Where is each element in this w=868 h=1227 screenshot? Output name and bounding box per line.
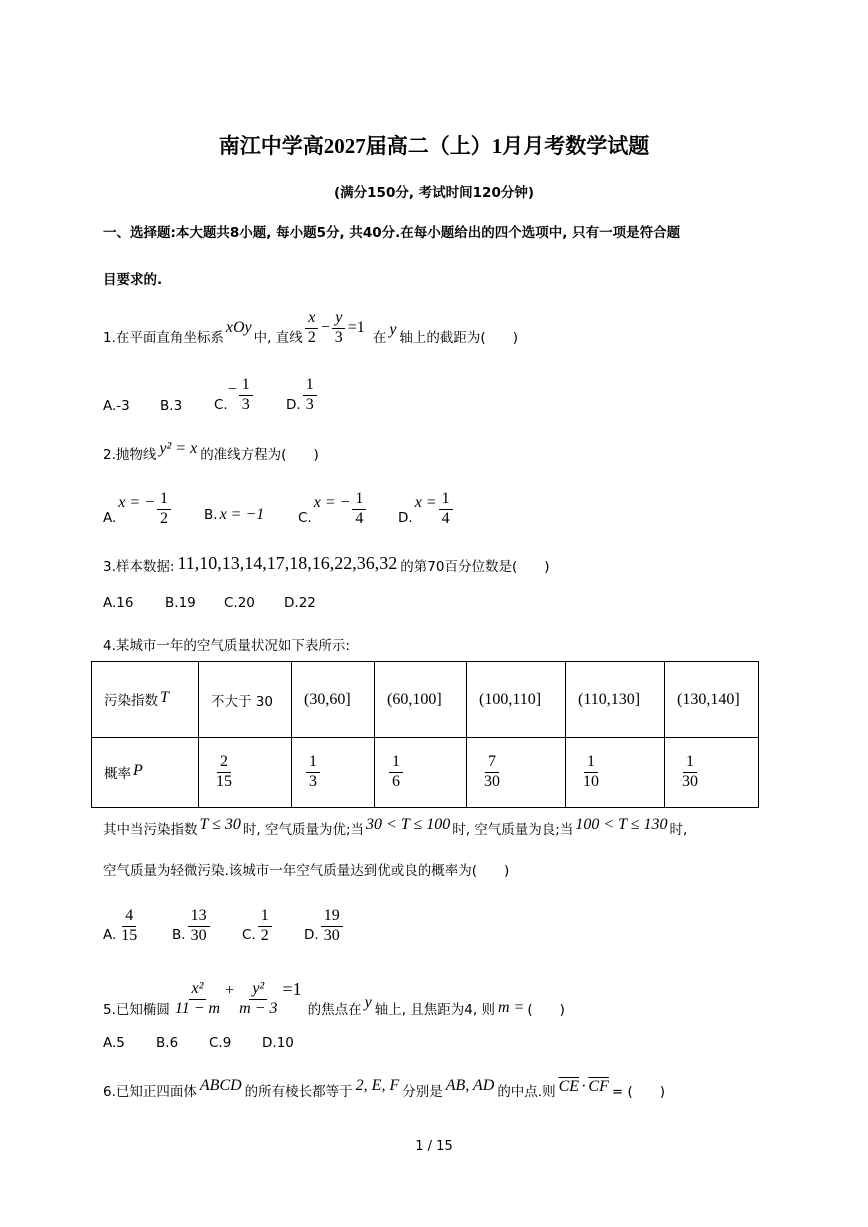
table-row <box>92 662 759 738</box>
q4-option-a: A. $\frac{4}{15}$ <box>103 907 138 945</box>
q5-mid2: 轴上, 且焦距为4, 则 <box>374 1002 495 1018</box>
section-heading-line1: 一、选择题:本大题共8小题, 每小题5分, 共40分.在每小题给出的四个选项中, 只有一项是符合题 <box>103 225 681 241</box>
q4-option-c: C. $\frac{1}{2}$ <box>242 897 274 945</box>
q6-mid3: 的中点.则 <box>497 1084 556 1100</box>
q2-option-b: B. x = −1 <box>204 506 265 523</box>
q6-vals: 2, E, F <box>355 1077 400 1094</box>
q1-minus: − <box>320 319 330 336</box>
q2-option-d: D. x = $\frac{1}{4}$ <box>398 480 455 528</box>
q3-suffix: 的第70百分位数是( ) <box>400 559 550 575</box>
section-heading-line2: 目要求的. <box>103 272 163 288</box>
q3-option-c: C.20 <box>224 595 255 611</box>
q5-suffix: ( ) <box>527 1002 565 1018</box>
table-cell: $\frac{1}{30}$ <box>665 738 759 808</box>
q2-option-a: A. x = − $\frac{1}{2}$ <box>103 480 173 528</box>
table-cell: 不大于 30 <box>199 662 292 738</box>
table-cell: (130,140] <box>665 662 759 738</box>
q4-intro: 4.某城市一年的空气质量状况如下表所示: <box>103 638 350 654</box>
q1-option-d: D. $\frac{1}{3}$ <box>286 366 319 414</box>
q1-option-b: B.3 <box>160 398 183 414</box>
table-cell: $\frac{2}{15}$ <box>199 738 292 808</box>
air-quality-table <box>91 661 759 808</box>
q6-dot: · <box>581 1078 587 1095</box>
table-cell: (30,60] <box>292 662 375 738</box>
q5-option-a: A.5 <box>103 1035 125 1051</box>
q4-description-line1: 其中当污染指数 T ≤ 30 时, 空气质量为优;当 30 < T ≤ 100 时, 空气质量为良;当 100 < T ≤ 130 时, <box>103 816 688 838</box>
page-number: 1 / 15 <box>415 1139 453 1154</box>
page-title: 南江中学高2027届高二（上）1月月考数学试题 <box>218 134 650 158</box>
q3-option-d: D.22 <box>284 595 316 611</box>
q6-tetra: ABCD <box>199 1077 242 1094</box>
q2-suffix: 的准线方程为( ) <box>200 447 319 463</box>
q1-frac-1: $\frac{x}{2}$ <box>305 310 319 347</box>
q2-option-c: C. x = − $\frac{1}{4}$ <box>298 480 368 528</box>
q2-equation: y² = x <box>159 440 198 457</box>
q1-frac-2: $\frac{y}{3}$ <box>332 310 346 347</box>
q5-axis: y <box>364 994 372 1011</box>
q4-option-d: D. $\frac{19}{30}$ <box>304 897 345 945</box>
q4-option-b: B. $\frac{13}{30}$ <box>172 897 212 945</box>
q1-mid: 中, 直线 <box>253 330 303 346</box>
q1-option-c: C. − $\frac{1}{3}$ <box>214 366 255 414</box>
table-cell: $\frac{1}{3}$ <box>292 738 375 808</box>
q5-frac-1: $\frac{\text{x²}}{11 - m}$ <box>174 980 221 1018</box>
exam-subtitle: (满分150分, 考试时间120分钟) <box>333 185 535 201</box>
q6-edges: AB, AD <box>445 1077 495 1094</box>
q3-data: 11,10,13,14,17,18,16,22,36,32 <box>177 552 398 573</box>
q5-option-b: B.6 <box>156 1035 179 1051</box>
q1-eq: =1 <box>347 319 365 336</box>
question-1 <box>103 308 518 360</box>
q1-coord: xOy <box>225 319 252 336</box>
q1-after: 在 <box>372 330 387 346</box>
q1-prefix: 1.在平面直角坐标系 <box>103 330 224 346</box>
table-header-cell: 污染指数 T <box>92 662 199 738</box>
q5-prefix: 5.已知椭圆 <box>103 1002 170 1018</box>
q6-vector-ce: $\overline{CE}$ <box>558 1078 580 1095</box>
q1-axis: y <box>389 321 397 338</box>
q3-prefix: 3.样本数据: <box>103 559 175 575</box>
question-3 <box>103 552 550 578</box>
q3-option-b: B.19 <box>165 595 196 611</box>
table-cell: (110,130] <box>566 662 665 738</box>
q3-option-a: A.16 <box>103 595 134 611</box>
q5-plus: + <box>225 982 235 999</box>
q4-description-line2: 空气质量为轻微污染.该城市一年空气质量达到优或良的概率为( ) <box>103 863 510 879</box>
q6-prefix: 6.已知正四面体 <box>103 1084 197 1100</box>
q5-option-c: C.9 <box>209 1035 232 1051</box>
question-5 <box>103 964 565 1020</box>
q6-mid2: 分别是 <box>402 1084 443 1100</box>
q1-suffix: 轴上的截距为( ) <box>399 330 518 346</box>
q6-mid: 的所有棱长都等于 <box>244 1084 353 1100</box>
question-6 <box>103 1075 665 1105</box>
q1-option-a: A.-3 <box>103 398 130 414</box>
question-2 <box>103 440 319 466</box>
q5-var: m = <box>497 999 525 1016</box>
q6-vector-cf: $\overline{CF}$ <box>588 1078 609 1095</box>
q2-prefix: 2.抛物线 <box>103 447 157 463</box>
table-cell: $\frac{1}{10}$ <box>566 738 665 808</box>
table-cell: $\frac{7}{30}$ <box>467 738 566 808</box>
q5-option-d: D.10 <box>262 1035 294 1051</box>
q5-eq: =1 <box>282 979 302 999</box>
table-cell: (60,100] <box>375 662 467 738</box>
table-cell: (100,110] <box>467 662 566 738</box>
table-header-cell: 概率 P <box>92 738 199 808</box>
q5-mid: 的焦点在 <box>307 1002 362 1018</box>
q6-suffix: = ( ) <box>611 1084 665 1100</box>
table-row <box>92 738 759 808</box>
table-cell: $\frac{1}{6}$ <box>375 738 467 808</box>
q5-frac-2: $\frac{\text{y²}}{m - 3}$ <box>239 980 278 1018</box>
